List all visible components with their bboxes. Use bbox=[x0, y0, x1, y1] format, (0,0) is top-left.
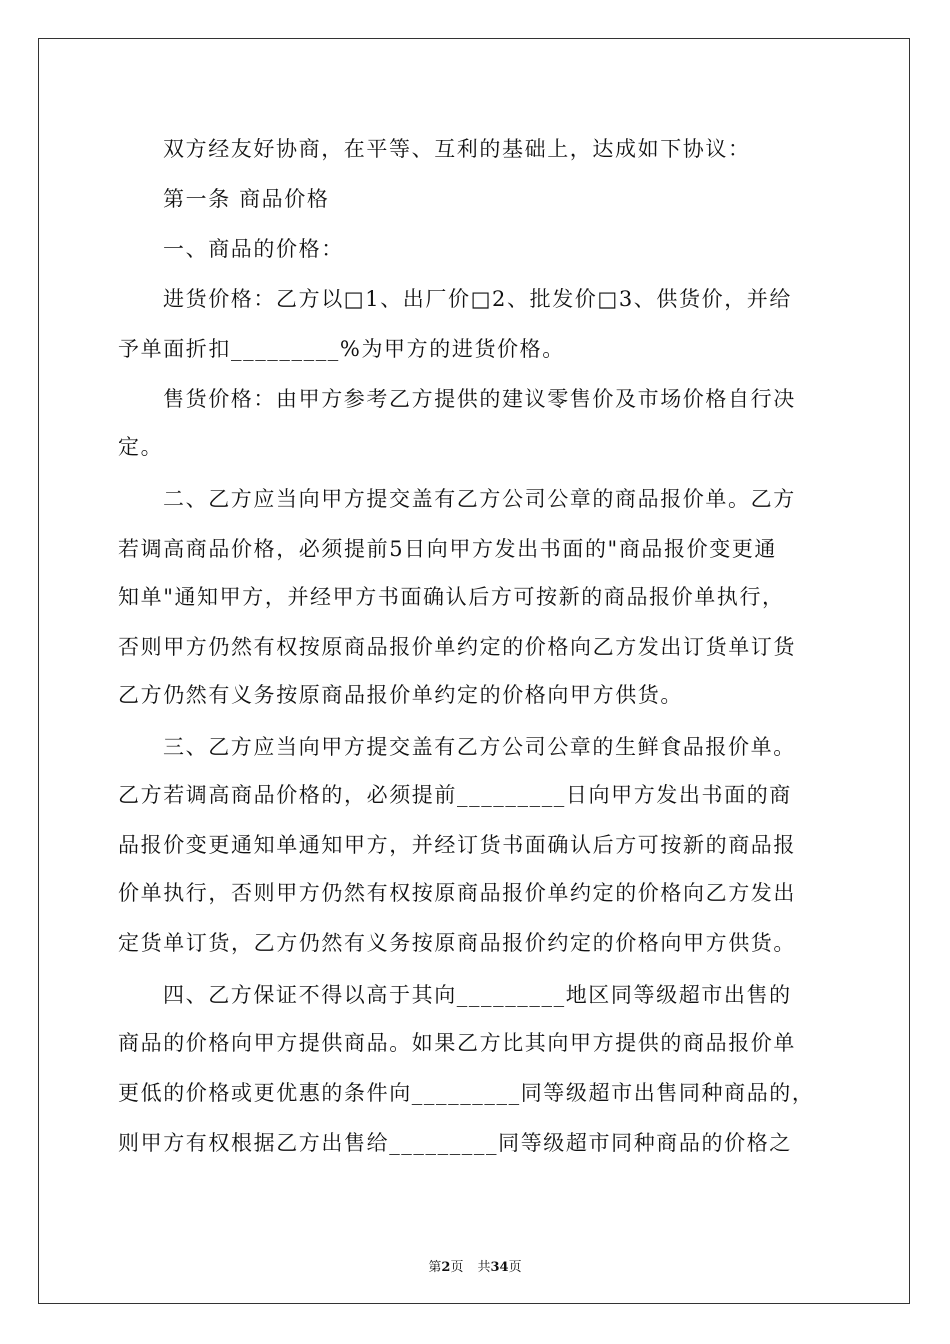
page-border bbox=[38, 38, 910, 1304]
section-heading: 第一条 商品价格 bbox=[163, 187, 330, 211]
paragraph-line: 商品的价格向甲方提供商品。如果乙方比其向甲方提供的商品报价单 bbox=[118, 1031, 796, 1055]
paragraph-line: 更低的价格或更优惠的条件向_________同等级超市出售同种商品的， bbox=[118, 1081, 815, 1105]
paragraph-line: 则甲方有权根据乙方出售给_________同等级超市同种商品的价格之 bbox=[118, 1131, 792, 1155]
paragraph-line: 三、乙方应当向甲方提交盖有乙方公司公章的生鲜食品报价单。 bbox=[163, 735, 796, 759]
paragraph-line: 品报价变更通知单通知甲方，并经订货书面确认后方可按新的商品报 bbox=[118, 833, 796, 857]
paragraph-line: 乙方仍然有义务按原商品报价单约定的价格向甲方供货。 bbox=[118, 683, 683, 707]
paragraph-line: 定。 bbox=[118, 435, 164, 459]
paragraph-line: 四、乙方保证不得以高于其向_________地区同等级超市出售的 bbox=[163, 983, 792, 1007]
paragraph-line: 进货价格：乙方以□1、出厂价□2、批发价□3、供货价，并给 bbox=[163, 287, 793, 311]
paragraph-line: 否则甲方仍然有权按原商品报价单约定的价格向乙方发出订货单订货 bbox=[118, 635, 796, 659]
paragraph-line: 若调高商品价格，必须提前5日向甲方发出书面的"商品报价变更通 bbox=[118, 537, 778, 561]
paragraph-line: 价单执行，否则甲方仍然有权按原商品报价单约定的价格向乙方发出 bbox=[118, 881, 796, 905]
page-footer bbox=[0, 1260, 950, 1276]
page-prefix: 第 bbox=[428, 1260, 442, 1275]
paragraph-line: 乙方若调高商品价格的，必须提前_________日向甲方发出书面的商 bbox=[118, 783, 792, 807]
paragraph-line: 双方经友好协商，在平等、互利的基础上，达成如下协议： bbox=[163, 137, 751, 161]
paragraph-line: 知单"通知甲方，并经甲方书面确认后方可按新的商品报价单执行， bbox=[118, 585, 785, 609]
paragraph-line: 二、乙方应当向甲方提交盖有乙方公司公章的商品报价单。乙方 bbox=[163, 487, 796, 511]
total-prefix: 共 bbox=[477, 1260, 491, 1275]
subsection-heading: 一、商品的价格： bbox=[163, 237, 344, 261]
paragraph-line: 定货单订货，乙方仍然有义务按原商品报价约定的价格向甲方供货。 bbox=[118, 931, 796, 955]
paragraph-line: 予单面折扣_________%为甲方的进货价格。 bbox=[118, 337, 565, 361]
page-current: 2 bbox=[441, 1260, 451, 1275]
page-total: 34 bbox=[490, 1260, 509, 1275]
page-suffix: 页 bbox=[450, 1260, 464, 1275]
total-suffix: 页 bbox=[508, 1260, 522, 1275]
paragraph-line: 售货价格：由甲方参考乙方提供的建议零售价及市场价格自行决 bbox=[163, 387, 796, 411]
